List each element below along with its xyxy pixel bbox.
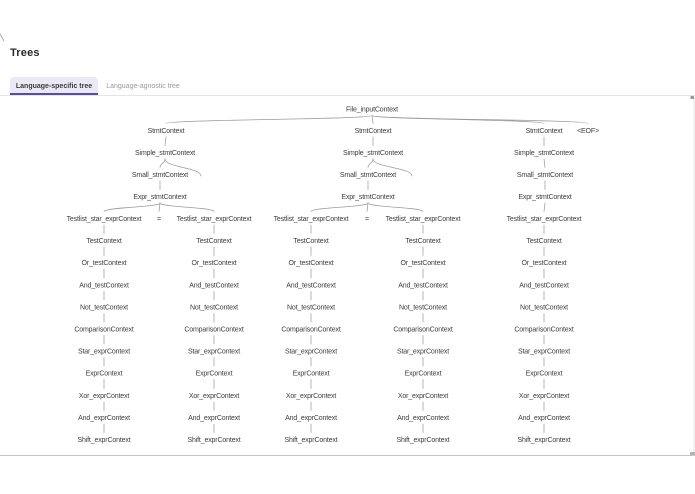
tree-node-xor-exprcontext[interactable]: Xor_exprContext xyxy=(285,393,337,400)
tree-edge xyxy=(367,203,368,212)
tree-node-shift-exprcontext[interactable]: Shift_exprContext xyxy=(517,437,571,444)
tree-edge xyxy=(372,116,588,124)
tree-edge xyxy=(159,203,160,212)
tree-node-stmtcontext[interactable]: StmtContext xyxy=(354,128,392,135)
tree-edge xyxy=(160,159,165,168)
tree-node-expr-stmtcontext[interactable]: Expr_stmtContext xyxy=(518,194,572,201)
tree-node-expr-stmtcontext[interactable]: Expr_stmtContext xyxy=(341,194,395,201)
tree-node-testcontext[interactable]: TestContext xyxy=(526,238,562,245)
tree-node-and-exprcontext[interactable]: And_exprContext xyxy=(78,415,130,422)
tree-edge xyxy=(368,203,423,212)
tree-node-shift-exprcontext[interactable]: Shift_exprContext xyxy=(396,437,450,444)
tree-edge xyxy=(544,203,545,212)
tree-node-testcontext[interactable]: TestContext xyxy=(293,238,329,245)
tree-node-star-exprcontext[interactable]: Star_exprContext xyxy=(517,348,571,356)
tree-node-and-exprcontext[interactable]: And_exprContext xyxy=(188,415,240,422)
tree-node-comparisoncontext[interactable]: ComparisonContext xyxy=(74,326,134,334)
tree-node-star-exprcontext[interactable]: Star_exprContext xyxy=(77,348,131,356)
scrollbar-top-cap[interactable] xyxy=(691,96,695,99)
tree-node-or-testcontext[interactable]: Or_testContext xyxy=(400,260,446,267)
left-edge-artifact xyxy=(0,34,4,41)
tree-node-or-testcontext[interactable]: Or_testContext xyxy=(81,260,127,267)
tree-node-eq2[interactable]: = xyxy=(365,216,369,223)
tree-node-xor-exprcontext[interactable]: Xor_exprContext xyxy=(188,393,240,400)
tree-node-simple-stmtcontext[interactable]: Simple_stmtContext xyxy=(514,150,574,157)
tree-edge xyxy=(160,203,214,212)
tree-node-not-testcontext[interactable]: Not_testContext xyxy=(287,304,335,312)
tree-node-small-stmtcontext[interactable]: Small_stmtContext xyxy=(516,172,574,179)
tree-node-small-stmtcontext[interactable]: Small_stmtContext xyxy=(339,172,397,179)
tree-node-comparisoncontext[interactable]: ComparisonContext xyxy=(184,326,244,334)
tree-edge xyxy=(166,116,372,124)
tree-node-comparisoncontext[interactable]: ComparisonContext xyxy=(281,326,341,334)
tree-node-not-testcontext[interactable]: Not_testContext xyxy=(190,304,238,312)
panel-bottom-divider xyxy=(0,455,695,456)
tree-node-exprcontext[interactable]: ExprContext xyxy=(525,370,563,378)
tree-node-xor-exprcontext[interactable]: Xor_exprContext xyxy=(78,393,130,400)
tree-node-and-exprcontext[interactable]: And_exprContext xyxy=(285,415,337,422)
tree-node-and-testcontext[interactable]: And_testContext xyxy=(519,282,569,290)
tree-edge xyxy=(372,116,544,124)
tree-node-exprcontext[interactable]: ExprContext xyxy=(85,370,123,378)
tree-node-testcontext[interactable]: TestContext xyxy=(86,238,122,245)
tree-node-eof[interactable]: <EOF> xyxy=(577,128,599,135)
tree-node-and-testcontext[interactable]: And_testContext xyxy=(398,282,448,290)
tab-language-specific-tree[interactable]: Language-specific tree xyxy=(10,77,98,95)
tree-node-testcontext[interactable]: TestContext xyxy=(196,238,232,245)
tree-node-testlist-star-exprcontext[interactable]: Testlist_star_exprContext xyxy=(385,216,461,223)
tree-node-simple-stmtcontext[interactable]: Simple_stmtContext xyxy=(343,150,403,157)
tree-node-expr-stmtcontext[interactable]: Expr_stmtContext xyxy=(133,194,187,201)
tree-node-eq1[interactable]: = xyxy=(157,216,161,223)
tree-edge xyxy=(372,116,373,124)
tree-node-comparisoncontext[interactable]: ComparisonContext xyxy=(514,326,574,334)
tree-node-star-exprcontext[interactable]: Star_exprContext xyxy=(187,348,241,356)
tree-node-stmtcontext[interactable]: StmtContext xyxy=(147,128,185,135)
tree-node-simple-stmtcontext[interactable]: Simple_stmtContext xyxy=(135,150,195,157)
tree-node-or-testcontext[interactable]: Or_testContext xyxy=(521,260,567,267)
tree-node-or-testcontext[interactable]: Or_testContext xyxy=(191,260,237,267)
tree-edge xyxy=(311,203,368,212)
tree-node-and-testcontext[interactable]: And_testContext xyxy=(189,282,239,290)
tree-node-and-testcontext[interactable]: And_testContext xyxy=(286,282,336,290)
tree-node-exprcontext[interactable]: ExprContext xyxy=(404,370,442,378)
tree-node-not-testcontext[interactable]: Not_testContext xyxy=(399,304,447,312)
tree-node-and-testcontext[interactable]: And_testContext xyxy=(79,282,129,290)
tree-node-xor-exprcontext[interactable]: Xor_exprContext xyxy=(397,393,449,400)
page-title: Trees xyxy=(10,47,40,59)
tree-node-small-stmtcontext[interactable]: Small_stmtContext xyxy=(131,172,189,179)
tree-node-shift-exprcontext[interactable]: Shift_exprContext xyxy=(77,437,131,444)
tree-node-xor-exprcontext[interactable]: Xor_exprContext xyxy=(518,393,570,400)
tree-node-file-inputcontext[interactable]: File_inputContext xyxy=(346,106,398,114)
tree-node-star-exprcontext[interactable]: Star_exprContext xyxy=(284,348,338,356)
tree-node-testlist-star-exprcontext[interactable]: Testlist_star_exprContext xyxy=(176,216,252,223)
tree-edge xyxy=(544,159,545,168)
tree-node-exprcontext[interactable]: ExprContext xyxy=(292,370,330,378)
tree-node-shift-exprcontext[interactable]: Shift_exprContext xyxy=(284,437,338,444)
tree-edge xyxy=(165,137,166,146)
tree-node-testlist-star-exprcontext[interactable]: Testlist_star_exprContext xyxy=(506,216,582,223)
tree-edge xyxy=(104,203,160,212)
tree-node-testlist-star-exprcontext[interactable]: Testlist_star_exprContext xyxy=(66,216,142,223)
tree-node-not-testcontext[interactable]: Not_testContext xyxy=(520,304,568,312)
tree-node-or-testcontext[interactable]: Or_testContext xyxy=(288,260,334,267)
tree-node-and-exprcontext[interactable]: And_exprContext xyxy=(518,415,570,422)
tree-node-comparisoncontext[interactable]: ComparisonContext xyxy=(393,326,453,334)
tree-node-exprcontext[interactable]: ExprContext xyxy=(195,370,233,378)
tree-node-stmtcontext[interactable]: StmtContext xyxy=(525,128,563,135)
tree-edge xyxy=(368,159,373,168)
tab-language-agnostic-tree[interactable]: Language-agnostic tree xyxy=(106,82,180,90)
tree-node-not-testcontext[interactable]: Not_testContext xyxy=(80,304,128,312)
tree-node-testcontext[interactable]: TestContext xyxy=(405,238,441,245)
tree-node-star-exprcontext[interactable]: Star_exprContext xyxy=(396,348,450,356)
tree-node-testlist-star-exprcontext[interactable]: Testlist_star_exprContext xyxy=(273,216,349,223)
tree-node-and-exprcontext[interactable]: And_exprContext xyxy=(397,415,449,422)
tree-node-shift-exprcontext[interactable]: Shift_exprContext xyxy=(187,437,241,444)
